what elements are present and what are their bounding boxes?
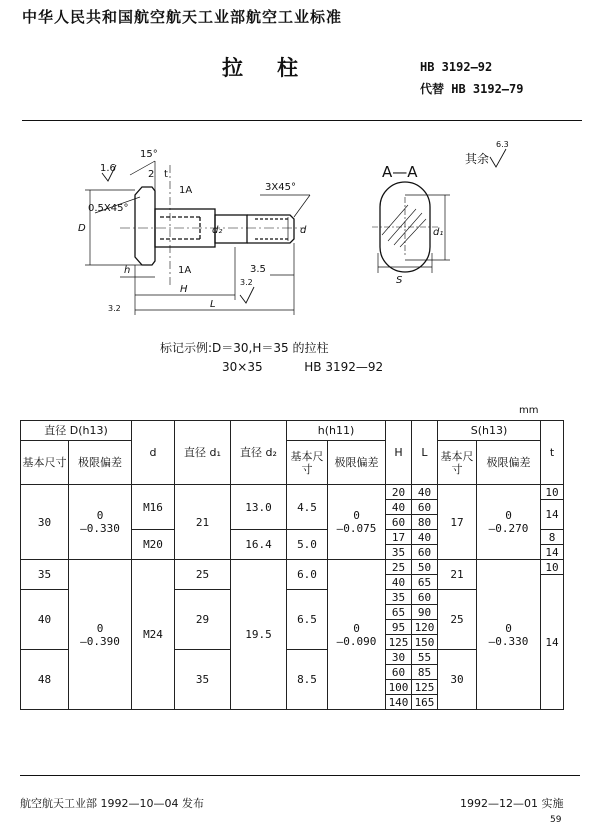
header-D-limit: 极限偏差 xyxy=(69,441,132,485)
L-value: 40 xyxy=(412,530,438,545)
L-value: 60 xyxy=(412,545,438,560)
L-value: 125 xyxy=(412,680,438,695)
roughness-symbol-bottom xyxy=(240,287,254,303)
H-value: 40 xyxy=(386,500,412,515)
label-chamfer-left: 0.5X45° xyxy=(88,203,129,214)
S-value: 25 xyxy=(438,590,477,650)
label-d: d xyxy=(300,225,307,236)
d2-value: 13.0 xyxy=(231,485,287,530)
label-two: 2 xyxy=(148,169,155,180)
issue-date: 航空航天工业部 1992—10—04 发布 xyxy=(20,797,204,810)
H-value: 25 xyxy=(386,560,412,575)
D-deviation: 0 —0.330 xyxy=(69,485,132,560)
L-value: 40 xyxy=(412,485,438,500)
L-value: 60 xyxy=(412,500,438,515)
label-S: S xyxy=(396,275,403,286)
header-h: h(h11) xyxy=(287,421,386,441)
marking-example: 标记示例:D＝30,H＝35 的拉柱 xyxy=(160,341,329,355)
header-t: t xyxy=(541,421,564,485)
label-angle: 15° xyxy=(140,149,158,160)
L-value: 55 xyxy=(412,650,438,665)
d1-value: 29 xyxy=(175,590,231,650)
section-title: A—A xyxy=(382,163,418,181)
unit-label: mm xyxy=(519,405,539,416)
label-rest-note: 其余 xyxy=(465,152,490,166)
header-S: S(h13) xyxy=(438,421,541,441)
d1-value: 25 xyxy=(175,560,231,590)
marking-example-code xyxy=(222,360,383,374)
S-value: 21 xyxy=(438,560,477,590)
effective-date: 1992—12—01 实施 xyxy=(460,797,564,810)
D-value: 48 xyxy=(21,650,69,710)
header-H: H xyxy=(386,421,412,485)
t-value: 14 xyxy=(541,575,564,710)
label-d1: d₁ xyxy=(433,227,444,238)
replaces-standard: 代替 HB 3192—79 xyxy=(420,82,524,96)
header-h-limit: 极限偏差 xyxy=(328,441,386,485)
footer-rule xyxy=(20,775,580,776)
t-value: 10 xyxy=(541,485,564,500)
L-value: 50 xyxy=(412,560,438,575)
header-D-basic: 基本尺寸 xyxy=(21,441,69,485)
header-S-limit: 极限偏差 xyxy=(477,441,541,485)
label-section-bottom: 1A xyxy=(178,265,192,276)
t-value: 14 xyxy=(541,500,564,530)
H-value: 125 xyxy=(386,635,412,650)
label-3-5: 3.5 xyxy=(250,264,266,275)
H-value: 35 xyxy=(386,545,412,560)
h-value: 6.5 xyxy=(287,590,328,650)
header-D: 直径 D(h13) xyxy=(21,421,132,441)
H-value: 95 xyxy=(386,620,412,635)
H-value: 20 xyxy=(386,485,412,500)
D-deviation: 0 —0.390 xyxy=(69,560,132,710)
H-value: 35 xyxy=(386,590,412,605)
d2-value: 19.5 xyxy=(231,560,287,710)
standard-number: HB 3192—92 xyxy=(420,60,493,74)
label-roughness-left: 1.6 xyxy=(100,163,116,174)
label-roughness-small: 3.2 xyxy=(240,278,253,287)
D-value: 35 xyxy=(21,560,69,590)
L-value: 150 xyxy=(412,635,438,650)
label-h: h xyxy=(124,265,131,276)
H-value: 65 xyxy=(386,605,412,620)
organization-header: 中华人民共和国航空航天工业部航空工业标准 xyxy=(22,8,343,26)
H-value: 60 xyxy=(386,515,412,530)
H-value: 100 xyxy=(386,680,412,695)
d2-value: 16.4 xyxy=(231,530,287,560)
S-value: 30 xyxy=(438,650,477,710)
H-value: 17 xyxy=(386,530,412,545)
S-deviation: 0 —0.330 xyxy=(477,560,541,710)
H-value: 140 xyxy=(386,695,412,710)
d1-value: 21 xyxy=(175,485,231,560)
dimension-table xyxy=(20,420,564,710)
L-value: 120 xyxy=(412,620,438,635)
page-number: 59 xyxy=(550,815,562,825)
L-value: 65 xyxy=(412,575,438,590)
marking-size: 30×35 xyxy=(222,360,263,374)
d-value: M16 xyxy=(132,485,175,530)
marking-standard: HB 3192—92 xyxy=(304,360,384,374)
L-value: 85 xyxy=(412,665,438,680)
t-value: 10 xyxy=(541,560,564,575)
d-value: M24 xyxy=(132,560,175,710)
header-d2: 直径 d₂ xyxy=(231,421,287,485)
header-rule xyxy=(22,120,582,121)
S-deviation: 0 —0.270 xyxy=(477,485,541,560)
h-deviation: 0 —0.090 xyxy=(328,560,386,710)
header-S-basic: 基本尺寸 xyxy=(438,441,477,485)
label-d2: d₂ xyxy=(212,225,223,236)
label-roughness-bottom: 3.2 xyxy=(108,304,121,313)
d1-value: 35 xyxy=(175,650,231,710)
h-deviation: 0 —0.075 xyxy=(328,485,386,560)
document-title: 拉柱 xyxy=(222,56,332,80)
H-value: 60 xyxy=(386,665,412,680)
label-section-top: 1A xyxy=(179,185,193,196)
header-d: d xyxy=(132,421,175,485)
t-value: 14 xyxy=(541,545,564,560)
label-D: D xyxy=(78,223,86,234)
L-value: 90 xyxy=(412,605,438,620)
header-h-basic: 基本尺寸 xyxy=(287,441,328,485)
part-drawing xyxy=(60,135,560,325)
L-value: 60 xyxy=(412,590,438,605)
H-value: 40 xyxy=(386,575,412,590)
L-value: 165 xyxy=(412,695,438,710)
header-d1: 直径 d₁ xyxy=(175,421,231,485)
header-L: L xyxy=(412,421,438,485)
H-value: 30 xyxy=(386,650,412,665)
roughness-symbol-rest xyxy=(490,149,506,167)
h-value: 5.0 xyxy=(287,530,328,560)
t-value: 8 xyxy=(541,530,564,545)
d-value: M20 xyxy=(132,530,175,560)
label-t: t xyxy=(164,169,168,180)
h-value: 6.0 xyxy=(287,560,328,590)
label-L: L xyxy=(210,299,216,310)
L-value: 80 xyxy=(412,515,438,530)
h-value: 8.5 xyxy=(287,650,328,710)
D-value: 30 xyxy=(21,485,69,560)
label-rest-roughness: 6.3 xyxy=(496,140,509,149)
h-value: 4.5 xyxy=(287,485,328,530)
D-value: 40 xyxy=(21,590,69,650)
S-value: 17 xyxy=(438,485,477,560)
label-chamfer-right: 3X45° xyxy=(265,182,296,193)
label-H: H xyxy=(180,284,188,295)
